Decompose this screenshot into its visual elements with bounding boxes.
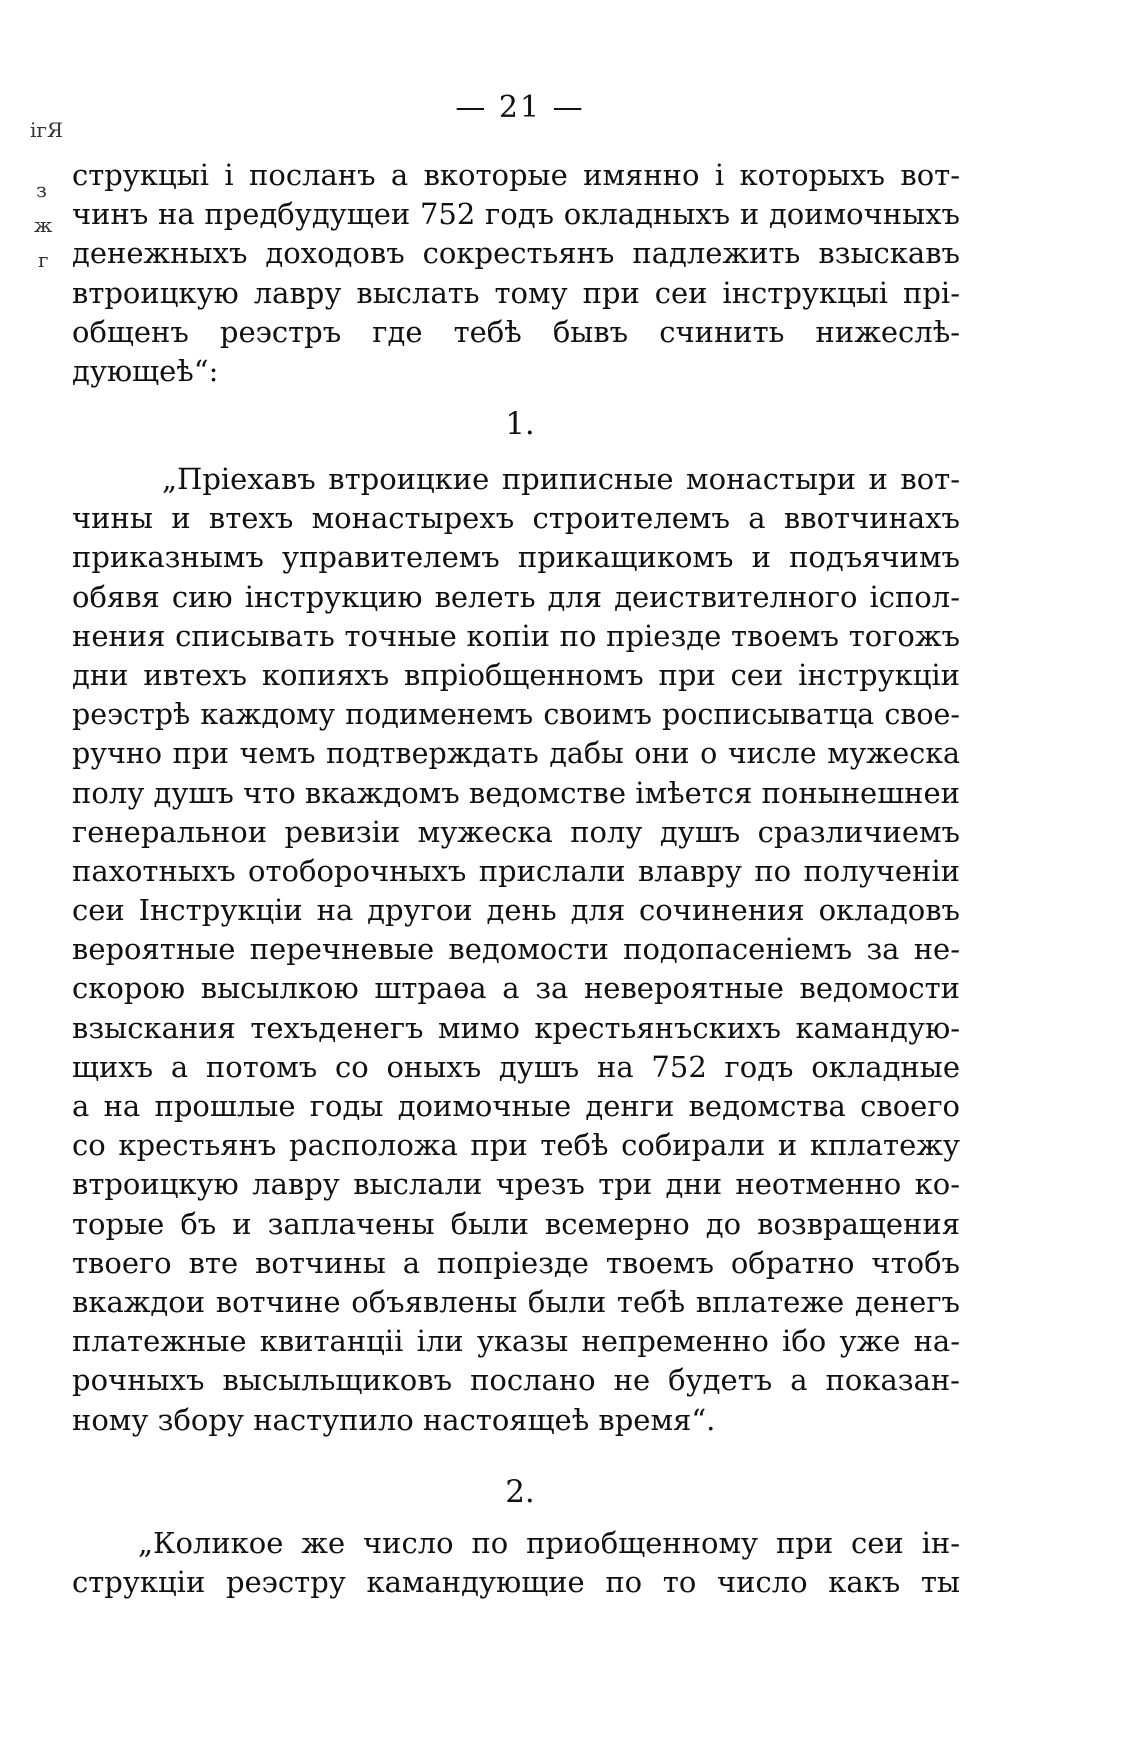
text-line: пахотныхъ отоборочныхъ прислали влавру по полученіи xyxy=(72,853,960,888)
text-line: дни ивтехъ копияхъ впріобщенномъ при сеи інструкціи xyxy=(72,657,960,692)
text-line: чины и втехъ монастырехъ строителемъ а ввотчинахъ xyxy=(72,501,960,536)
text-line: реэстрѣ каждому подименемъ своимъ росписыватца свое- xyxy=(72,698,960,732)
text-line: торые бъ и заплачены были всемерно до возвращения xyxy=(72,1206,960,1241)
section-1-paragraph xyxy=(72,460,960,1440)
intro-paragraph xyxy=(72,156,960,391)
text-line: сеи Інструкціи на другои день для сочинения окладовъ xyxy=(72,893,960,928)
text-line: „Пріехавъ втроицкие приписные монастыри и вот- xyxy=(162,462,960,496)
margin-mark: з xyxy=(36,178,47,202)
text-line: втроицкую лавру выслали чрезъ три дни неотменно ко- xyxy=(72,1167,960,1202)
margin-mark: г xyxy=(38,248,49,272)
text-line: а на прошлые годы доимочные денги ведомства своего xyxy=(72,1089,960,1123)
text-line: обявя сию інструкцию велеть для деиствителного іспол- xyxy=(72,579,960,614)
margin-mark: ігЯ xyxy=(30,118,64,142)
section-heading: 2. xyxy=(505,1474,535,1510)
section-heading: 1. xyxy=(505,406,535,442)
text-line: генеральнои ревизіи мужеска полу душъ сразличиемъ xyxy=(72,814,960,849)
text-line: нения списывать точные копіи по пріезде твоемъ тогожъ xyxy=(72,618,960,653)
text-line: щихъ а потомъ со оныхъ душъ на 752 годъ окладные xyxy=(72,1049,960,1084)
section-2-paragraph xyxy=(72,1524,960,1602)
text-line: скорою высылкою штраѳа а за невероятные ведомости xyxy=(72,971,960,1006)
text-line: приказнымъ управителемъ прикащикомъ и подъячимъ xyxy=(72,540,960,575)
text-line: денежныхъ доходовъ сокрестьянъ падлежить взыскавъ xyxy=(72,236,960,271)
text-line: вероятные перечневые ведомости подопасеніемъ за не- xyxy=(72,932,960,967)
text-line: дующеѣ“: xyxy=(72,353,219,388)
text-line: ручно при чемъ подтверждать дабы они о числе мужеска xyxy=(72,737,960,771)
text-line: со крестьянъ расположа при тебѣ собирали и кплатежу xyxy=(72,1128,960,1163)
text-line: „Коликое же число по приобщенному при сеи ін- xyxy=(138,1526,960,1560)
text-line: твоего вте вотчины а попріезде твоемъ обратно чтобъ xyxy=(72,1245,960,1280)
page-number: — 21 — xyxy=(455,90,585,125)
text-line: ному збору наступило настоящеѣ время“. xyxy=(72,1402,716,1437)
text-line: вкаждои вотчине объявлены были тебѣ вплатеже денегъ xyxy=(72,1284,960,1319)
text-line: струкцыі і посланъ а вкоторые имянно і которыхъ вот- xyxy=(72,158,960,192)
text-line: рочныхъ высыльщиковъ послано не будетъ а показан- xyxy=(72,1363,960,1398)
text-line: полу душъ что вкаждомъ ведомстве імѣется понынешнеи xyxy=(72,775,960,810)
text-line: общенъ реэстръ где тебѣ бывъ счинить нижеслѣ- xyxy=(72,314,960,349)
text-line: чинъ на предбудущеи 752 годъ окладныхъ и доимочныхъ xyxy=(72,197,960,232)
margin-mark: ж xyxy=(34,213,53,237)
text-line: втроицкую лавру выслать тому при сеи інструкцыі прі- xyxy=(72,275,960,310)
text-line: струкціи реэстру камандующие по то число какъ ты xyxy=(72,1565,960,1600)
text-line: платежные квитанціі іли указы непременно ібо уже на- xyxy=(72,1324,960,1359)
text-line: взыскания техъденегъ мимо крестьянъскихъ камандую- xyxy=(72,1010,960,1045)
